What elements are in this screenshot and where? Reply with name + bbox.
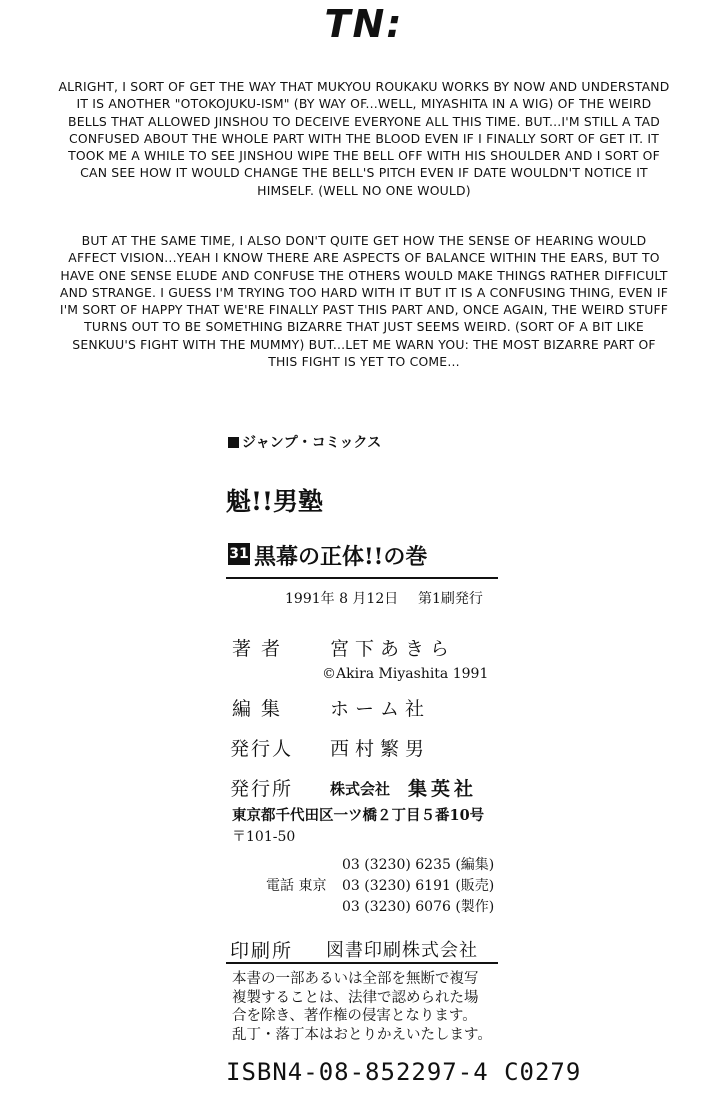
publisher-person-label: 発行人	[230, 738, 294, 760]
publisher-name: 集英社	[408, 778, 478, 800]
editor-label: 編 集	[232, 698, 283, 720]
author-name: 宮下あきら	[330, 638, 456, 660]
notice-line: 合を除き、著作権の侵害となります。	[232, 1008, 477, 1024]
tn-heading: TN:	[324, 2, 404, 46]
square-bullet-icon	[228, 437, 239, 448]
editor-name: ホーム社	[330, 698, 431, 720]
divider	[226, 577, 498, 579]
isbn-code: ISBN4-08-852297-4 C0279	[226, 1058, 582, 1086]
phone-number: 03 (3230) 6191 (販売)	[342, 878, 495, 894]
phone-number: 03 (3230) 6076 (製作)	[342, 899, 495, 915]
copyright-notice	[232, 970, 494, 1044]
book-title: 魁!!男塾	[226, 487, 323, 516]
notice-line: 本書の一部あるいは全部を無断で複写	[232, 971, 479, 987]
publisher-address: 東京都千代田区一ツ橋２丁目５番10号	[232, 807, 485, 824]
series-label	[228, 432, 381, 452]
postal-code: 〒101-50	[232, 829, 296, 845]
divider	[226, 962, 498, 964]
volume-number-badge: 31	[228, 543, 250, 565]
publisher-prefix: 株式会社	[330, 780, 391, 798]
phone-number: 03 (3230) 6235 (編集)	[342, 857, 495, 873]
author-label: 著 者	[232, 638, 283, 660]
copyright-line: ©Akira Miyashita 1991	[322, 666, 489, 682]
publisher-person-name: 西村繁男	[330, 738, 431, 760]
notice-line: 複製することは、法律で認められた場	[232, 989, 479, 1006]
printer-name: 図書印刷株式会社	[326, 940, 478, 961]
translator-note-paragraph-1: ALRIGHT, I SORT OF GET THE WAY THAT MUKYOU ROUKAKU WORKS BY NOW AND UNDERSTAND IT IS ANOTHER "OTOKOJUKU-ISM" (BY WAY OF...WELL, MIYASHITA IN A WIG) OF THE WEIRD BELLS THAT ALLOWED JINSHOU TO DECEIVE EVERYONE ALL THIS TIME. BUT...I'M STILL A TAD CONFUSED ABOUT THE WHOLE PART WITH THE BLOOD EVEN IF I FINALLY SORT OF GET IT. IT TOOK ME A WHILE TO SEE JINSHOU WIPE THE BELL OFF WITH HIS SHOULDER AND I SORT OF CAN SEE HOW IT WOULD CHANGE THE BELL'S PITCH EVEN IF DATE WOULDN'T NOTICE IT HIMSELF. (WELL NO ONE WOULD)	[58, 79, 670, 198]
phone-label: 電話 東京	[266, 878, 327, 894]
series-label-text: ジャンプ・コミックス	[242, 435, 382, 451]
notice-line: 乱丁・落丁本はおとりかえいたします。	[232, 1026, 492, 1043]
printer-label: 印刷所	[230, 940, 294, 962]
volume-title: 黒幕の正体!!の巻	[254, 544, 428, 570]
publisher-label: 発行所	[230, 778, 294, 800]
translator-note-paragraph-2: BUT AT THE SAME TIME, I ALSO DON'T QUITE GET HOW THE SENSE OF HEARING WOULD AFFECT VISION...YEAH I KNOW THERE ARE ASPECTS OF BALANCE WITHIN THE EARS, BUT TO HAVE ONE SENSE ELUDE AND CONFUSE THE OTHERS WOULD MAKE THINGS RATHER DIFFICULT AND STRANGE. I GUESS I'M TRYING TOO HARD WITH IT BUT IT IS A CONFUSING THING, EVEN IF I'M SORT OF HAPPY THAT WE'RE FINALLY PAST THIS PART AND, ONCE AGAIN, THE WEIRD STUFF TURNS OUT TO BE SOMETHING BIZARRE THAT JUST SEEMS WEIRD. (SORT OF A BIT LIKE SENKUU'S FIGHT WITH THE MUMMY) BUT...LET ME WARN YOU: THE MOST BIZARRE PART OF THIS FIGHT IS YET TO COME...	[59, 233, 669, 370]
printing-edition: 第1刷発行	[418, 591, 483, 607]
publication-date: 1991年 8 月12日	[285, 591, 399, 607]
